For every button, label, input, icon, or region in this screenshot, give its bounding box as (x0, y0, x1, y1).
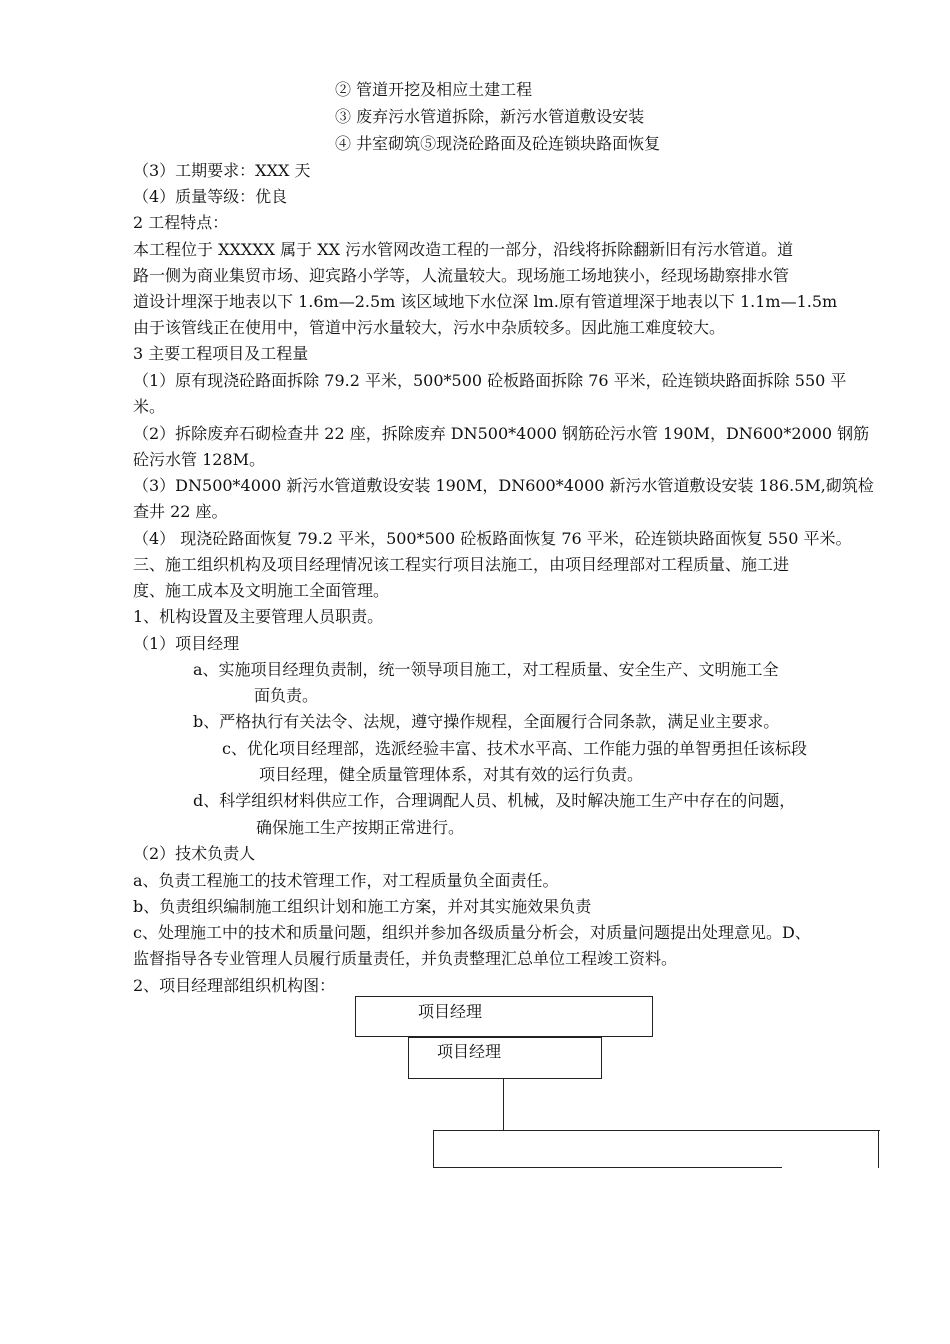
text-line: c、优化项目经理部，选派经验丰富、技术水平高、工作能力强的单智勇担任该标段 (222, 739, 807, 758)
org-chart-box-top (355, 996, 653, 1037)
text-line: 米。 (133, 397, 166, 416)
text-line: （1）原有现浇砼路面拆除 79.2 平米，500*500 砼板路面拆除 76 平米，砼连锁块路面拆除 550 平 (133, 371, 847, 390)
org-chart-branch-left (433, 1130, 434, 1168)
section-heading: 2 工程特点： (133, 213, 229, 232)
text-line: 面负责。 (254, 686, 319, 705)
sub-heading: （1）项目经理 (133, 634, 240, 653)
org-chart-bottom-line (433, 1167, 782, 1168)
org-chart-branch-right (878, 1130, 879, 1168)
text-line: b、负责组织编制施工组织计划和施工方案，并对其实施效果负责 (133, 897, 592, 916)
text-line: （4） 现浇砼路面恢复 79.2 平米，500*500 砼板路面恢复 76 平米，砼连锁块路面恢复 550 平米。 (133, 529, 852, 548)
text-line: ② 管道开挖及相应土建工程 (335, 80, 533, 99)
org-chart-branch-line (433, 1130, 880, 1131)
text-line: 确保施工生产按期正常进行。 (256, 818, 465, 837)
text-line: d、科学组织材料供应工作，合理调配人员、机械，及时解决施工生产中存在的问题， (193, 791, 796, 810)
org-chart-box-manager-label: 项目经理 (437, 1042, 502, 1061)
sub-heading: （2）技术负责人 (133, 844, 256, 863)
text-line: （3）DN500*4000 新污水管道敷设安装 190M，DN600*4000 新污水管道敷设安装 186.5M,砌筑检 (133, 476, 874, 495)
org-chart-connector (503, 1078, 504, 1130)
text-line: （4）质量等级：优良 (133, 187, 288, 206)
section-heading: 2、项目经理部组织机构图： (133, 976, 336, 995)
text-line: 度、施工成本及文明施工全面管理。 (133, 581, 390, 600)
text-line: b、严格执行有关法令、法规，遵守操作规程，全面履行合同条款，满足业主要求。 (193, 712, 780, 731)
text-line: 本工程位于 XXXXX 属于 XX 污水管网改造工程的一部分，沿线将拆除翻新旧有污水管道。道 (133, 240, 794, 259)
section-heading: 3 主要工程项目及工程量 (133, 344, 309, 363)
text-line: c、处理施工中的技术和质量问题，组织并参加各级质量分析会，对质量问题提出处理意见。D、 (133, 923, 811, 942)
text-line: 查井 22 座。 (133, 502, 228, 521)
text-line: （3）工期要求：XXX 天 (133, 161, 311, 180)
text-line: 道设计埋深于地表以下 1.6m—2.5m 该区域地下水位深 lm.原有管道埋深于地表以下 1.1m—1.5m (133, 292, 838, 311)
org-chart-box-top-label: 项目经理 (418, 1002, 483, 1021)
text-line: ③ 废弃污水管道拆除，新污水管道敷设安装 (335, 107, 645, 126)
text-line: 由于该管线正在使用中，管道中污水量较大，污水中杂质较多。因此施工难度较大。 (133, 318, 726, 337)
text-line: a、实施项目经理负责制，统一领导项目施工，对工程质量、安全生产、文明施工全 (193, 660, 779, 679)
text-line: 项目经理，健全质量管理体系，对其有效的运行负责。 (259, 765, 644, 784)
section-heading: 1、机构设置及主要管理人员职责。 (133, 607, 384, 626)
text-line: a、负责工程施工的技术管理工作，对工程质量负全面责任。 (133, 871, 559, 890)
text-line: （2）拆除废弃石砌检查井 22 座，拆除废弃 DN500*4000 钢筋砼污水管 190M，DN600*2000 钢筋 (133, 424, 870, 443)
text-line: 路一侧为商业集贸市场、迎宾路小学等，人流量较大。现场施工场地狭小，经现场勘察排水管 (133, 266, 790, 285)
text-line: 砼污水管 128M。 (133, 450, 266, 469)
text-line: 三、施工组织机构及项目经理情况该工程实行项目法施工，由项目经理部对工程质量、施工进 (133, 555, 790, 574)
text-line: 监督指导各专业管理人员履行质量责任，并负责整理汇总单位工程竣工资料。 (133, 949, 678, 968)
text-line: ④ 井室砌筑⑤现浇砼路面及砼连锁块路面恢复 (335, 134, 661, 153)
